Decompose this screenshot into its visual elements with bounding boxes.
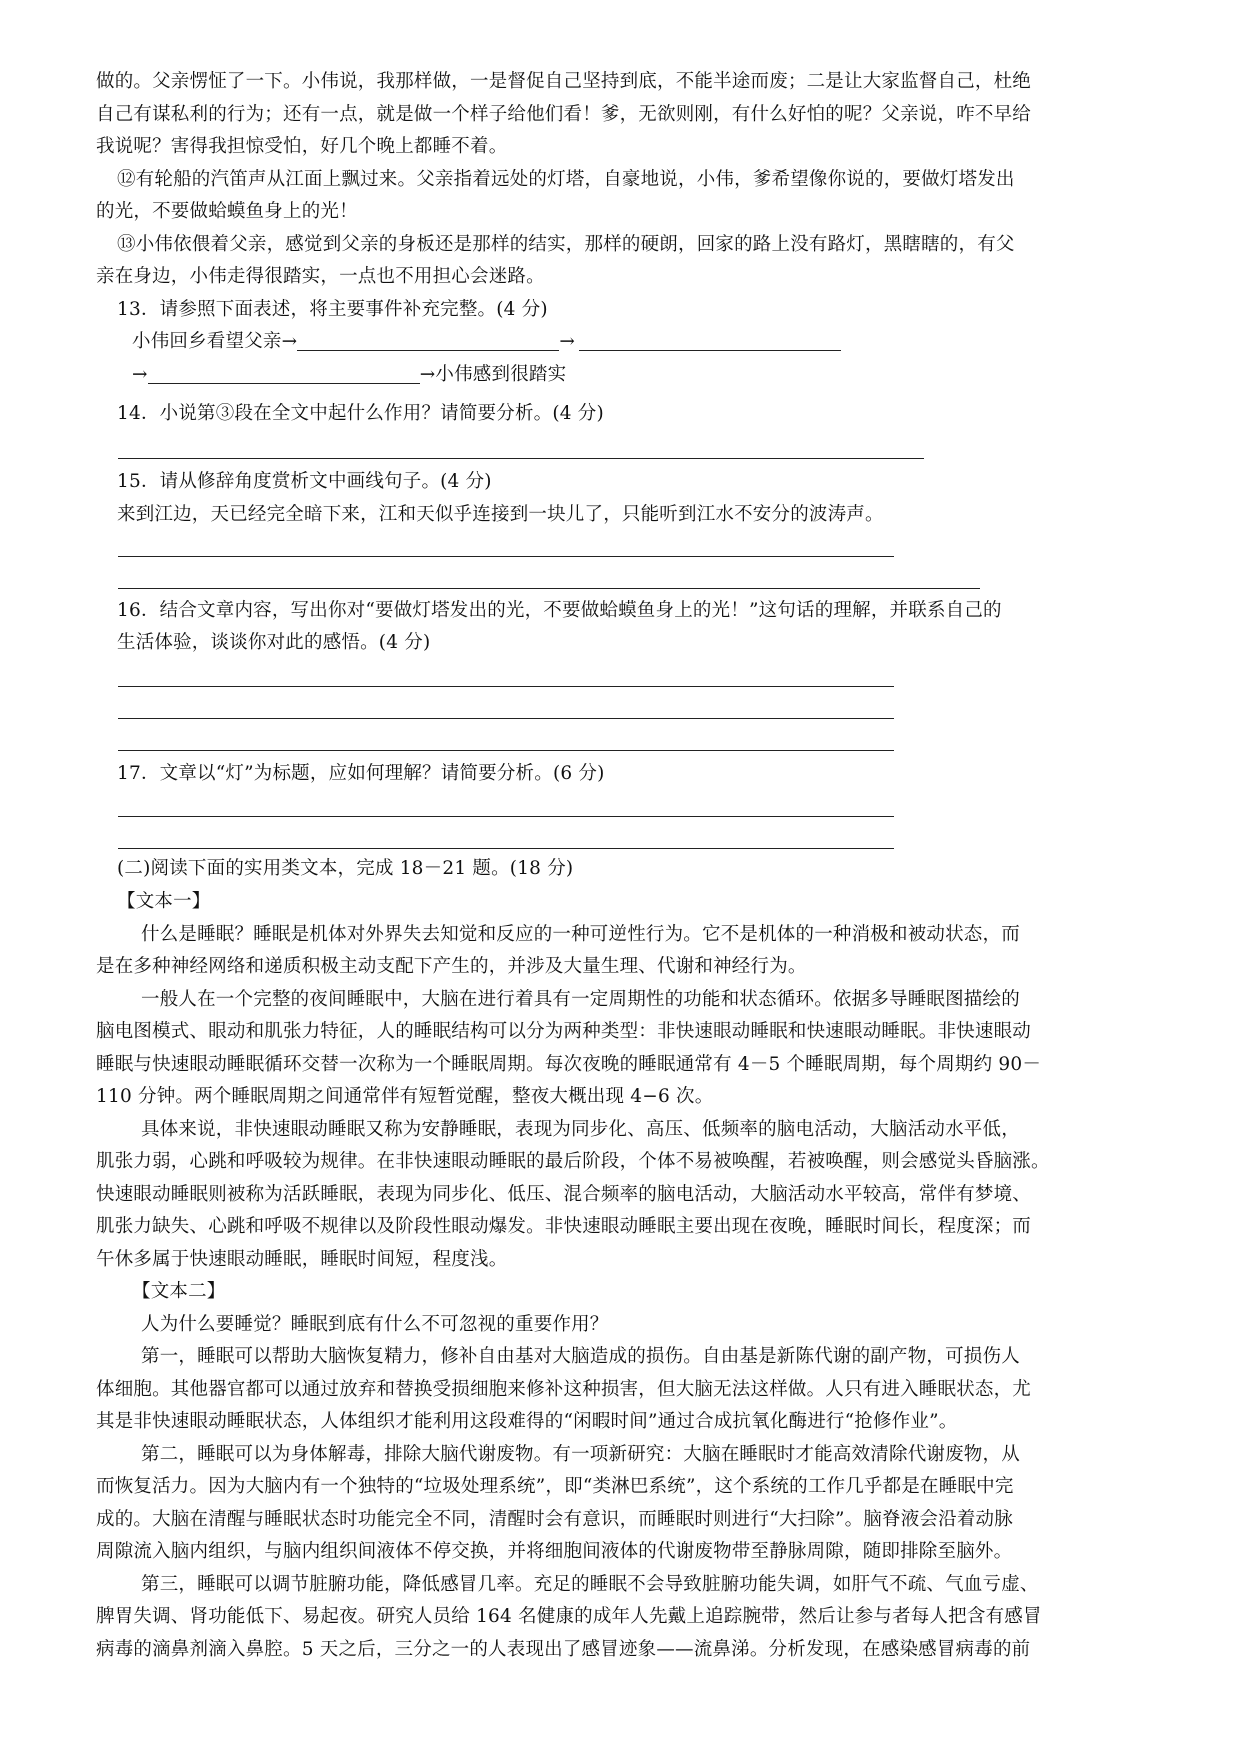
answer-line[interactable] — [118, 718, 894, 719]
question-16-prompt: 生活体验，谈谈你对此的感悟。(4 分) — [117, 632, 431, 653]
question-13-prompt: 13．请参照下面表述，将主要事件补充完整。(4 分) — [117, 299, 548, 320]
text-two-line: 体细胞。其他器官都可以通过放弃和替换受损细胞来修补这种损害，但大脑无法这样做。人只有进入睡眠状态，尤 — [96, 1379, 1032, 1400]
text-two-line: 病毒的滴鼻剂滴入鼻腔。5 天之后，三分之一的人表现出了感冒迹象——流鼻涕。分析发现，在感染感冒病毒的前 — [96, 1639, 1031, 1660]
flow-arrow: → — [559, 331, 576, 352]
answer-blank[interactable] — [148, 361, 420, 384]
flow-end: →小伟感到很踏实 — [419, 364, 567, 385]
text-two-label: 【文本二】 — [132, 1281, 226, 1302]
text-one-line: 一般人在一个完整的夜间睡眠中，大脑在进行着具有一定周期性的功能和状态循环。依据多导睡眠图描绘的 — [141, 989, 1020, 1010]
text-one-line: 肌张力弱，心跳和呼吸较为规律。在非快速眼动睡眠的最后阶段，个体不易被唤醒，若被唤醒，则会感觉头昏脑涨。 — [96, 1151, 1050, 1172]
story-line: 亲在身边，小伟走得很踏实，一点也不用担心会迷路。 — [96, 266, 545, 287]
story-line: 做的。父亲愣怔了一下。小伟说，我那样做，一是督促自己坚持到底，不能半途而废；二是让大家监督自己，杜绝 — [96, 71, 1032, 92]
text-two-line: 第一，睡眠可以帮助大脑恢复精力，修补自由基对大脑造成的损伤。自由基是新陈代谢的副产物，可损伤人 — [141, 1346, 1020, 1367]
answer-blank[interactable] — [297, 328, 559, 351]
answer-line[interactable] — [118, 588, 980, 589]
text-one-line: 快速眼动睡眠则被称为活跃睡眠，表现为同步化、低压、混合频率的脑电活动，大脑活动水平较高，常伴有梦境、 — [96, 1184, 1032, 1205]
answer-line[interactable] — [118, 686, 894, 687]
story-line: ⑬小伟依偎着父亲，感觉到父亲的身板还是那样的结实，那样的硬朗，回家的路上没有路灯，黑瞎瞎的，有父 — [117, 234, 1015, 255]
text-two-line: 人为什么要睡觉？睡眠到底有什么不可忽视的重要作用？ — [141, 1314, 609, 1335]
question-14-prompt: 14．小说第③段在全文中起什么作用？请简要分析。(4 分) — [117, 403, 604, 424]
underlined-sentence: 来到江边，天已经完全暗下来，江和天似乎连接到一块儿了，只能听到江水不安分的波涛声。 — [117, 504, 884, 525]
story-line: 自己有谋私利的行为；还有一点，就是做一个样子给他们看！爹，无欲则刚，有什么好怕的呢？父亲说，咋不早给 — [96, 104, 1032, 125]
text-one-line: 具体来说，非快速眼动睡眠又称为安静睡眠，表现为同步化、高压、低频率的脑电活动，大脑活动水平低， — [141, 1119, 1020, 1140]
story-line: 的光，不要做蛤蟆鱼身上的光！ — [96, 201, 358, 222]
text-two-line: 其是非快速眼动睡眠状态，人体组织才能利用这段难得的“闲暇时间”通过合成抗氧化酶进行“抢修作业”。 — [96, 1411, 958, 1432]
answer-line[interactable] — [118, 458, 924, 459]
text-one-line: 睡眠与快速眼动睡眠循环交替一次称为一个睡眠周期。每次夜晚的睡眠通常有 4－5 个睡眠周期，每个周期约 90－ — [96, 1054, 1042, 1075]
text-two-line: 而恢复活力。因为大脑内有一个独特的“垃圾处理系统”，即“类淋巴系统”，这个系统的工作几乎都是在睡眠中完 — [96, 1476, 1014, 1497]
question-13-flow-row1 — [132, 325, 841, 359]
question-16-prompt: 16．结合文章内容，写出你对“要做灯塔发出的光，不要做蛤蟆鱼身上的光！”这句话的理解，并联系自己的 — [117, 600, 1002, 621]
text-two-line: 脾胃失调、肾功能低下、易起夜。研究人员给 164 名健康的成年人先戴上追踪腕带，然后让参与者每人把含有感冒 — [96, 1606, 1042, 1627]
text-one-line: 脑电图模式、眼动和肌张力特征，人的睡眠结构可以分为两种类型：非快速眼动睡眠和快速眼动睡眠。非快速眼动 — [96, 1021, 1032, 1042]
text-two-line: 第二，睡眠可以为身体解毒，排除大脑代谢废物。有一项新研究：大脑在睡眠时才能高效清除代谢废物，从 — [141, 1444, 1020, 1465]
story-line: ⑫有轮船的汽笛声从江面上飘过来。父亲指着远处的灯塔，自豪地说，小伟，爹希望像你说的，要做灯塔发出 — [117, 169, 1015, 190]
text-two-line: 第三，睡眠可以调节脏腑功能，降低感冒几率。充足的睡眠不会导致脏腑功能失调，如肝气不疏、气血亏虚、 — [141, 1574, 1039, 1595]
text-two-line: 周隙流入脑内组织，与脑内组织间液体不停交换，并将细胞间液体的代谢废物带至静脉周隙，随即排除至脑外。 — [96, 1541, 1013, 1562]
text-one-line: 110 分钟。两个睡眠周期之间通常伴有短暂觉醒，整夜大概出现 4−6 次。 — [96, 1086, 714, 1107]
answer-line[interactable] — [118, 848, 894, 849]
flow-start: 小伟回乡看望父亲→ — [132, 331, 298, 352]
text-two-line: 成的。大脑在清醒与睡眠状态时功能完全不同，清醒时会有意识，而睡眠时则进行“大扫除”。脑脊液会沿着动脉 — [96, 1509, 1013, 1530]
text-one-line: 是在多种神经网络和递质积极主动支配下产生的，并涉及大量生理、代谢和神经行为。 — [96, 956, 807, 977]
flow-arrow: → — [132, 364, 148, 385]
question-13-flow-row2 — [132, 358, 566, 392]
text-one-line: 午休多属于快速眼动睡眠，睡眠时间短，程度浅。 — [96, 1249, 508, 1270]
question-15-prompt: 15．请从修辞角度赏析文中画线句子。(4 分) — [117, 471, 492, 492]
question-17-prompt: 17．文章以“灯”为标题，应如何理解？请简要分析。(6 分) — [117, 763, 605, 784]
text-one-line: 什么是睡眠？睡眠是机体对外界失去知觉和反应的一种可逆性行为。它不是机体的一种消极和被动状态，而 — [141, 924, 1020, 945]
text-one-label: 【文本一】 — [117, 891, 211, 912]
story-line: 我说呢？害得我担惊受怕，好几个晚上都睡不着。 — [96, 136, 508, 157]
answer-line[interactable] — [118, 816, 894, 817]
answer-line[interactable] — [118, 750, 894, 751]
answer-line[interactable] — [118, 556, 894, 557]
answer-blank[interactable] — [579, 328, 841, 351]
section-heading: (二)阅读下面的实用类文本，完成 18－21 题。(18 分) — [117, 858, 574, 879]
text-one-line: 肌张力缺失、心跳和呼吸不规律以及阶段性眼动爆发。非快速眼动睡眠主要出现在夜晚，睡眠时间长，程度深；而 — [96, 1216, 1032, 1237]
